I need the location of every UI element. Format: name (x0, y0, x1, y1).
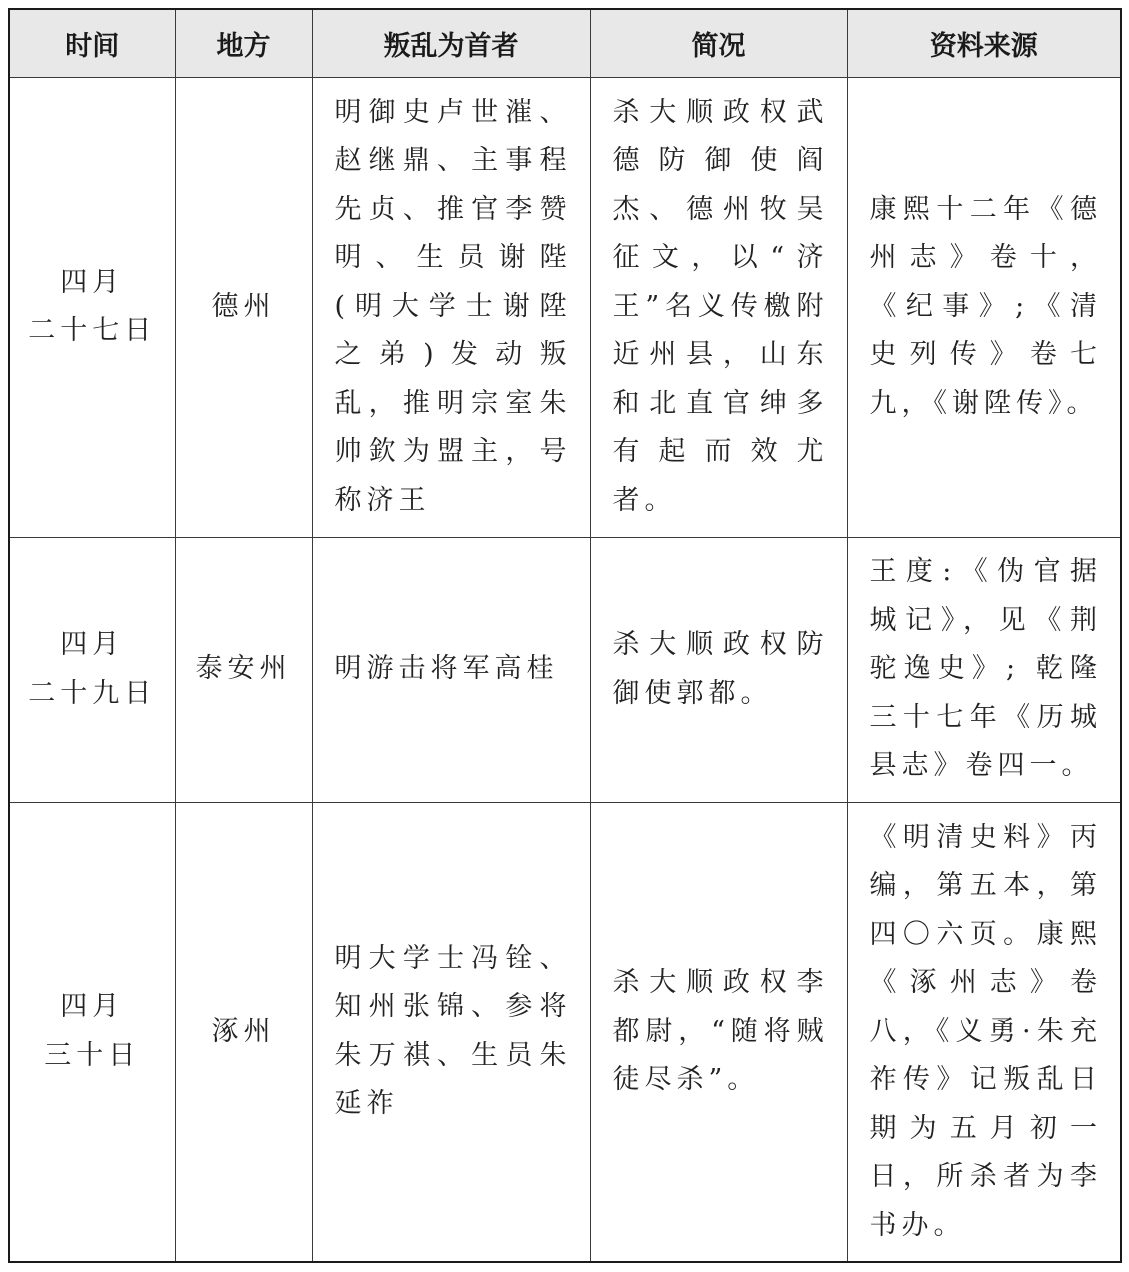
cell-time (9, 537, 175, 802)
cell-leaders: 明游击将军高桂 (312, 537, 590, 802)
time-day: 二十九日 (28, 677, 157, 709)
cell-place: 涿州 (175, 802, 312, 1262)
time-day: 二十七日 (28, 315, 157, 346)
cell-summary: 杀大顺政权武德防御使阎杰、德州牧吴征文，以“济王”名义传檄附近州县，山东和北直官绅多有起而效尤者。 (590, 77, 847, 537)
time-month: 四月 (60, 266, 125, 298)
cell-source: 康熙十二年《德州志》卷十，《纪事》;《清史列传》卷七九，《谢陞传》。 (847, 77, 1121, 537)
cell-time (9, 802, 175, 1262)
cell-source: 《明清史料》丙编，第五本，第四〇六页。康熙《涿州志》卷八，《义勇·朱充祚传》记叛乱日期为五月初一日，所杀者为李书办。 (847, 802, 1121, 1262)
time-month: 四月 (60, 991, 125, 1023)
history-table (8, 8, 1122, 1263)
cell-leaders: 明御史卢世漼、赵继鼎、主事程先贞、推官李赞明、生员谢陛(明大学士谢陞之弟)发动叛乱，推明宗室朱帅欽为盟主，号称济王 (312, 77, 590, 537)
cell-summary: 杀大顺政权李都尉，“随将贼徒尽杀”。 (590, 802, 847, 1262)
header-time: 时间 (9, 9, 175, 77)
table-row (9, 802, 1121, 1262)
cell-time (9, 77, 175, 537)
cell-source: 王度:《伪官据城记》，见《荆驼逸史》; 乾隆三十七年《历城县志》卷四一。 (847, 537, 1121, 802)
header-leaders: 叛乱为首者 (312, 9, 590, 77)
header-summary: 简况 (590, 9, 847, 77)
table-row (9, 537, 1121, 802)
time-day: 三十日 (44, 1039, 141, 1071)
cell-summary: 杀大顺政权防御使郭都。 (590, 537, 847, 802)
cell-place: 泰安州 (175, 537, 312, 802)
time-month: 四月 (60, 629, 125, 660)
header-place: 地方 (175, 9, 312, 77)
table-row (9, 77, 1121, 537)
header-row (9, 9, 1121, 77)
header-source: 资料来源 (847, 9, 1121, 77)
cell-place: 德州 (175, 77, 312, 537)
cell-leaders: 明大学士冯铨、知州张锦、参将朱万祺、生员朱延祚 (312, 802, 590, 1262)
